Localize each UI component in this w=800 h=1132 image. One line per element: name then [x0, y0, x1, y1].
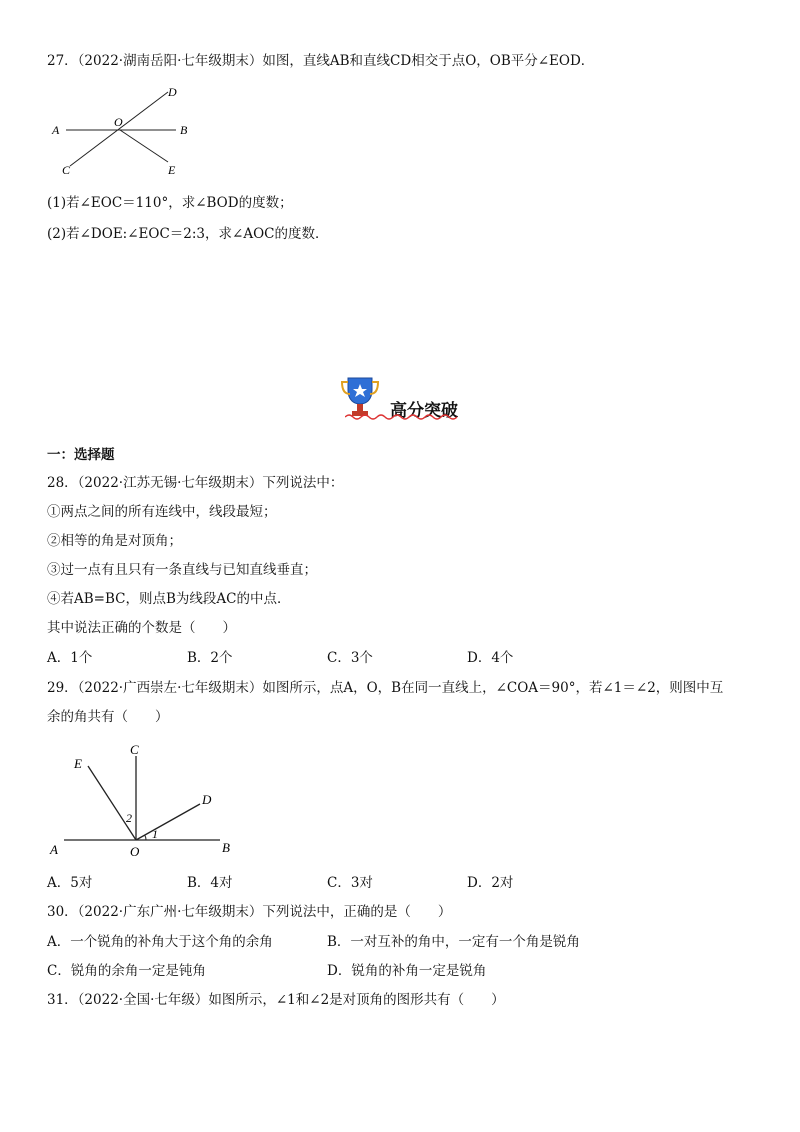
label-d: D [168, 85, 177, 99]
q29-option-c[interactable]: C．3对 [327, 875, 373, 891]
label-o: O [130, 844, 140, 859]
label-a: A [50, 842, 58, 857]
section-title: 一：选择题 [47, 447, 115, 463]
label-b: B [222, 840, 230, 855]
label-c: C [130, 742, 139, 757]
q31-stem: 31．（2022·全国·七年级）如图所示，∠1和∠2是对顶角的图形共有（ ） [47, 992, 505, 1008]
q27-part1: (1)若∠EOC＝110°，求∠BOD的度数； [47, 195, 293, 211]
q30-stem: 30．（2022·广东广州·七年级期末）下列说法中，正确的是（ ） [47, 904, 452, 920]
banner-title: 高分突破 [390, 401, 458, 421]
banner-underline [345, 413, 460, 421]
q28-option-b[interactable]: B．2个 [187, 650, 233, 666]
label-o: O [114, 115, 123, 129]
q27-part2: (2)若∠DOE:∠EOC＝2:3，求∠AOC的度数． [47, 226, 329, 242]
q28-statement-4: ④若AB=BC，则点B为线段AC的中点． [47, 591, 291, 607]
ray-oe [88, 766, 136, 840]
q29-option-a[interactable]: A．5对 [47, 875, 93, 891]
q28-option-c[interactable]: C．3个 [327, 650, 373, 666]
angle-1-arc [145, 835, 146, 840]
q30-option-a[interactable]: A．一个锐角的补角大于这个角的余角 [47, 934, 273, 950]
label-e: E [168, 163, 176, 177]
label-e: E [74, 756, 82, 771]
label-two: 2 [126, 811, 132, 825]
label-b: B [180, 123, 188, 137]
ray-od [136, 804, 200, 840]
q27-stem: 27．（2022·湖南岳阳·七年级期末）如图，直线AB和直线CD相交于点O，OB平分∠EOD． [47, 53, 595, 69]
q29-stem-line2: 余的角共有（ ） [47, 709, 169, 725]
q28-statement-1: ①两点之间的所有连线中，线段最短； [47, 504, 277, 520]
label-d: D [202, 792, 212, 807]
q29-option-b[interactable]: B．4对 [187, 875, 233, 891]
line-cd [70, 92, 168, 166]
label-one: 1 [152, 827, 158, 841]
q28-ask: 其中说法正确的个数是（ ） [47, 620, 236, 636]
q28-statement-2: ②相等的角是对顶角； [47, 533, 182, 549]
q29-figure [48, 738, 248, 863]
q28-statement-3: ③过一点有且只有一条直线与已知直线垂直； [47, 562, 317, 578]
q29-option-d[interactable]: D．2对 [467, 875, 514, 891]
label-a: A [52, 123, 60, 137]
q28-option-d[interactable]: D．4个 [467, 650, 514, 666]
q30-option-c[interactable]: C．锐角的余角一定是钝角 [47, 963, 206, 979]
ray-oe [120, 130, 168, 162]
q30-option-d[interactable]: D．锐角的补角一定是锐角 [327, 963, 487, 979]
q28-option-a[interactable]: A．1个 [47, 650, 93, 666]
q30-option-b[interactable]: B．一对互补的角中，一定有一个角是锐角 [327, 934, 580, 950]
q29-stem-line1: 29．（2022·广西崇左·七年级期末）如图所示，点A，O，B在同一直线上，∠COA＝90°，若∠1＝∠2，则图中互 [47, 680, 724, 696]
trophy-icon [340, 374, 380, 418]
q28-stem: 28．（2022·江苏无锡·七年级期末）下列说法中： [47, 475, 344, 491]
q27-figure [48, 84, 208, 179]
label-c: C [62, 163, 71, 177]
